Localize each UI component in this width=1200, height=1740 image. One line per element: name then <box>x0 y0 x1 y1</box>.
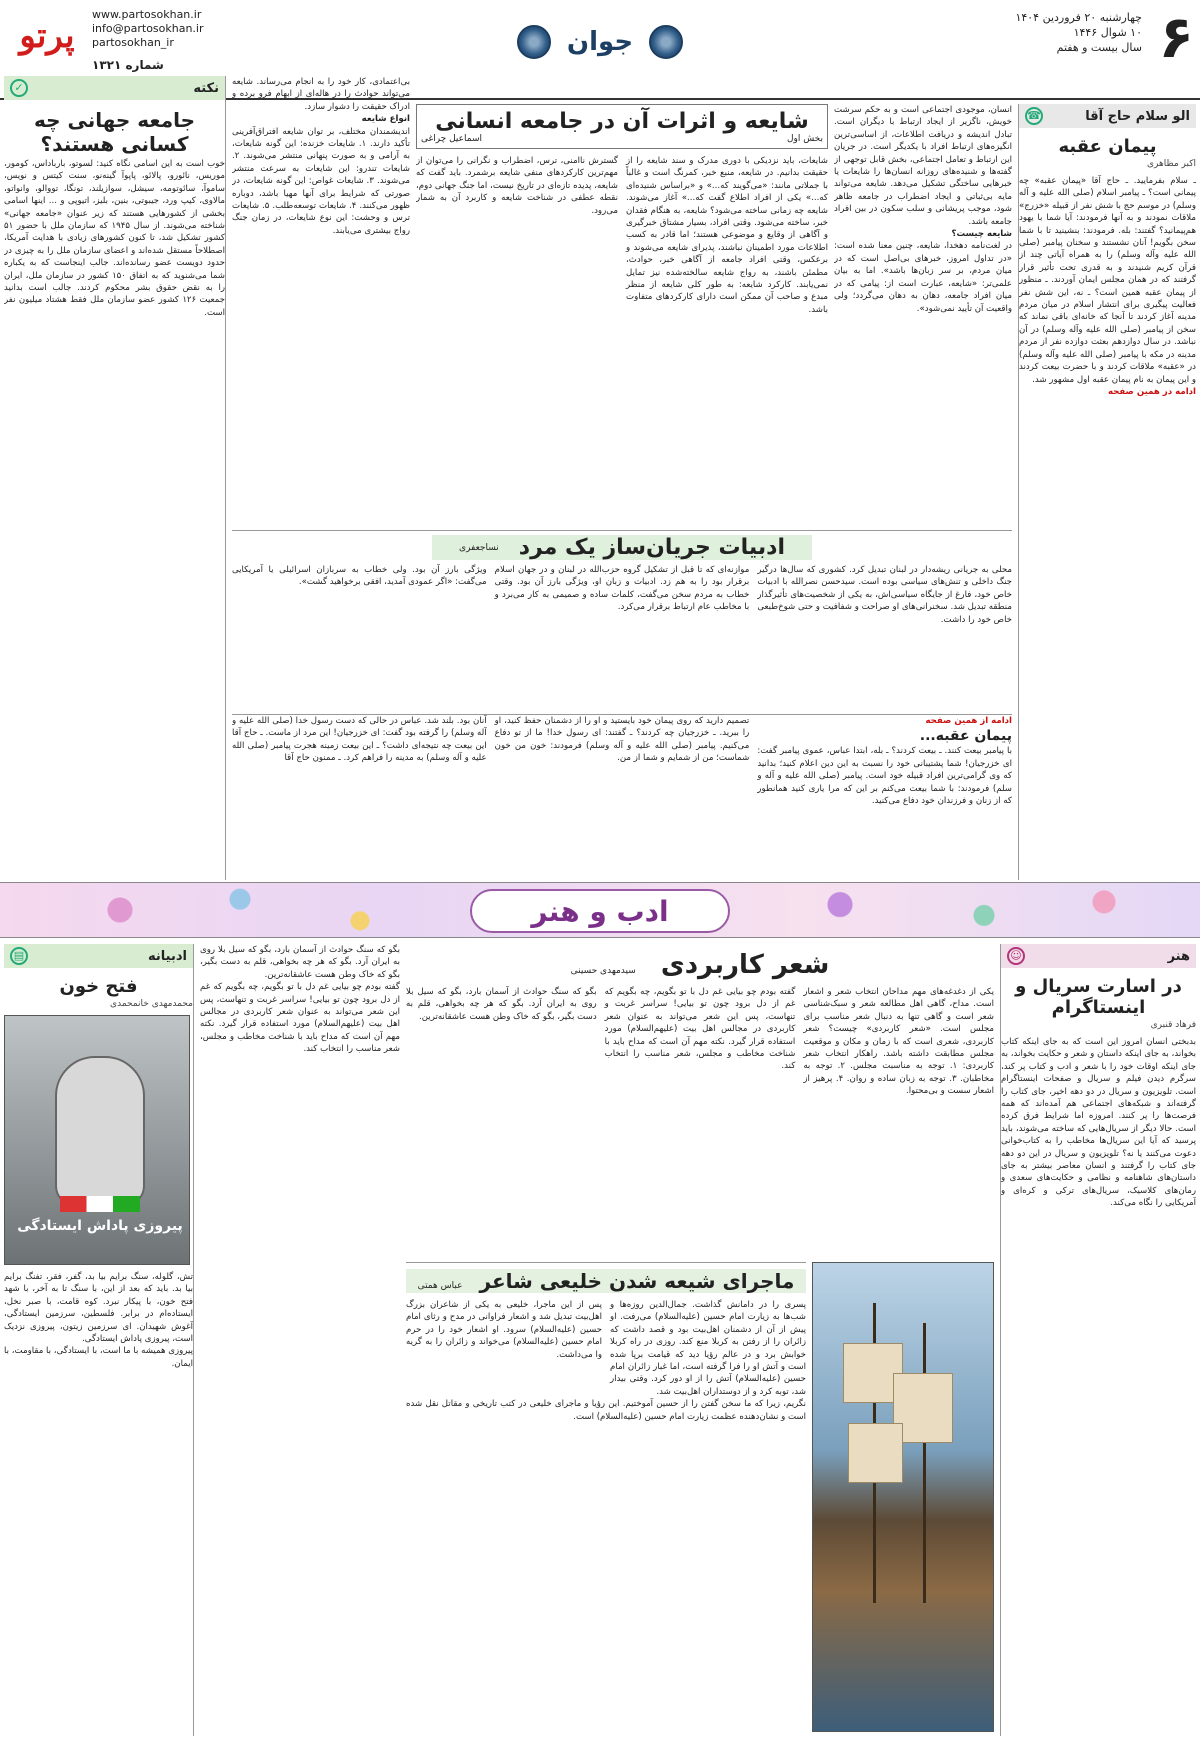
article-author: عباس همتی <box>417 1281 463 1291</box>
article-subhead: شایعه چیست؟ <box>951 229 1012 240</box>
section-name: جوان <box>566 27 634 57</box>
date-line-1: چهارشنبه ۲۰ فروردین ۱۴۰۴ <box>1015 11 1142 24</box>
column-header-label: ادبیانه <box>148 948 187 964</box>
article-body-3: ویژگی بارز آن بود. ولی خطاب به سربازان اسرائیلی یا آمریکایی می‌گفت: «اگر عمودی آمدید، افقی برخواهید گشت». <box>232 565 487 588</box>
masks-icon: ☺ <box>1007 947 1025 965</box>
article-author: نساجعفری <box>459 542 499 553</box>
fist-icon <box>55 1056 145 1206</box>
column-nokte <box>4 76 226 880</box>
article-body: ـ سلام بفرمایید. ـ حاج آقا «پیمان عقبه» چه پیمانی است؟ ـ پیامبر اسلام (صلی الله علیه و آله وسلم) در موسم حج با شش نفر از قبیله «خزرج» ملاقات نمودند و به آنها فرمودند: آیا شما با یهود هم‌پیمانید؟ گفتند: بله. فرمودند: بنشینید تا با شما سخن بگویم! آنان نشستند و سخنان پیامبر (صلی الله علیه وآله وسلم) را به همراه آیاتی چند از قرآن کریم شنیدند و به قدری تحت تأثیر قرار گرفتند که در همان مجلس ایمان آوردند. ـ منظور از پیمان عقبه همین است؟ ـ نه، این شش نفر فعالیت پیگیری برای انتشار اسلام در میان مردم مدینه آغاز کردند تا آنجا که خانه‌ای باقی نماند که سخن از پیامبر (صلی الله علیه وآله وسلم) در آن نباشد. در سال دوازدهم بعثت دوازده نفر از مردم مدینه در مکه با پیامبر (صلی الله علیه وآله وسلم) در «عقبه» ملاقات کردند و با حضرت بیعت کردند و این پیمان به نام پیمان عقبه اول مشهور شد. <box>1019 176 1196 385</box>
article-body-3: نگریم، زیرا که ما سخن گفتن را از حسین آموختیم. این رؤیا و ماجرای خلیعی در کتب تاریخی و مقاتل نقل شده است و نشان‌دهنده عظمت زیارت امام حسین (علیه‌السلام) است. <box>406 1399 806 1422</box>
rosette-icon <box>649 25 683 59</box>
newspaper-logo: پرتو <box>19 16 75 56</box>
article-jaryan <box>232 530 1012 710</box>
column-rumor-types <box>232 76 410 526</box>
article-body: یکی از دغدغه‌های مهم مداحان انتخاب شعر و اشعار است. مداح، گاهی اهل مطالعه شعر و سبک‌شناسی شعر است و گاهی تنها به دنبال شعر مناسب برای مجلس است. «شعر کاربردی» چیست؟ شعر کاربردی، شعری است که با زمان و مکان و موقعیت مجلس مطابقت داشته باشد. راهکار انتخاب شعر کاربردی: ۱. توجه به مناسبت مجلس. ۲. توجه به مخاطبان. ۳. توجه به زبان ساده و روان. ۴. پرهیز از اشعار سست و بی‌محتوا. <box>803 987 994 1097</box>
date-line-2: ۱۰ شوال ۱۴۴۶ <box>1073 26 1142 39</box>
article-body: بی‌اعتمادی، کار خود را به انجام می‌رساند. شایعه می‌تواند حوادث را در هاله‌ای از ابهام فرو برده و ادراک حقیقت را دشوار سازد. <box>232 77 410 112</box>
article-sher-karbordi <box>406 944 994 1254</box>
banner-title: ادب و هنر <box>470 889 730 933</box>
article-meta <box>421 134 823 144</box>
social-handle[interactable]: partosokhan_ir <box>92 36 174 49</box>
column-header <box>4 944 193 968</box>
article-columns <box>232 715 1012 807</box>
email-link[interactable]: info@partosokhan.ir <box>92 22 204 35</box>
column-header-label: هنر <box>1167 948 1190 964</box>
article-body: با پیامبر بیعت کنند. ـ بیعت کردند؟ ـ بله، ابتدا عباس، عموی پیامبر گفت: ای خزرجیان! شما پشتیبانی خود را نسبت به این دین اعلام کنید؛ بدانید که وی گرامی‌ترین افراد قبیله خود است. پیامبر (صلی الله علیه و آله و سلم) فرمودند: با شما بیعت می‌کنم بر این که مرا یاری کنید همانطور که از زنان و فرزندان خود دفاع می‌کنید. <box>757 746 1012 807</box>
article-title: در اسارت سریال و اینستاگرام <box>1015 976 1182 1018</box>
article-title: فتح خون <box>59 976 138 997</box>
column-header <box>1001 944 1196 968</box>
article-title-box <box>416 104 828 149</box>
ship-photo <box>812 1262 994 1732</box>
article-khalili <box>406 1262 806 1736</box>
article-columns <box>406 1299 806 1398</box>
column-header <box>1019 104 1196 128</box>
article-title: ماجرای شیعه شدن خلیعی شاعر <box>479 1269 795 1293</box>
continue-note[interactable]: ادامه در همین صفحه <box>1107 386 1196 397</box>
article-title: شعر کاربردی <box>660 950 830 980</box>
article-body: شایعات، باید نزدیکی با دوری مدرک و سند شایعه را از حقیقت بدانیم. در شایعه، منبع خبر، کمرنگ است و غالباً با جملاتی مانند: «می‌گویند که...» و «براساس شنیده‌ای که...» یکی از افراد اطلاع گفت که...» آغاز می‌شوند. شایعه چه زمانی ساخته می‌شود؟ شایعه، به هنگام فقدان خبر، ساخته می‌شود. وقتی افراد، بسیار مشتاق خبرگیری و آگاهی از وقایع و موضوعی هستند؛ اما قادر به کسب اطلاعات مورد اطمینان نباشند، پذیرای شایعه می‌شوند و برعکس، وقتی افراد جامعه از آگاهی خبر، حوادث، مطمئن باشند، به رواج شایعه سالخته‌شده نیز تمایل نمی‌یابند. کارکرد شایعه: به طور کلی شایعه از منظر مبدع و صاحب آن ممکن است دارای کارکردهای متفاوت باشد. <box>626 156 828 315</box>
contact-block <box>92 8 204 50</box>
article-rumor <box>416 104 828 524</box>
article-author: فرهاد قنبری <box>1150 1020 1196 1030</box>
article-title: شایعه و اثرات آن در جامعه انسانی <box>435 109 809 134</box>
article-columns <box>406 986 994 1098</box>
resistance-poster <box>4 1015 190 1265</box>
flag-icon <box>60 1196 140 1212</box>
article-peyman-continued <box>232 714 1012 880</box>
rosette-icon <box>517 25 551 59</box>
book-icon: ▤ <box>10 947 28 965</box>
article-subhead: انواع شایعه <box>361 114 410 125</box>
poster-wrap <box>4 1015 193 1265</box>
article-body-2: موازنه‌ای که تا قبل از تشکیل گروه حزب‌الله در لبنان و در جهان اسلام برقرار بود را به هم زد. ادبیات و زبان او، ویژگی بارز آن بود. وقتی خطاب به مردم سخن می‌گفت، کلمات ساده و صمیمی به کار می‌برد و با مخاطب عام ارتباط برقرار می‌کرد. <box>494 565 750 613</box>
issue-number: شماره ۱۳۲۱ <box>92 58 164 72</box>
column-adabiyeh <box>4 944 194 1736</box>
article-body: پسری را در دامانش گذاشت. جمال‌الدین روزه‌ها و شب‌ها به زیارت امام حسین (علیه‌السلام) می‌رفت. او پیش از آن از دشمنان اهل‌بیت بود و قصد داشت که زائران را از رفتن به کربلا منع کند. روزی در راه کربلا خوابش برد و در عالم رؤیا دید که قیامت برپا شده است و آتش او را فرا گرفته است، اما غبار زائران امام حسین (علیه‌السلام) آتش را از او دور کرد. وقتی بیدار شد، توبه کرد و از دوستداران اهل‌بیت شد. <box>610 1300 806 1397</box>
article-body: محلی به جریانی ریشه‌دار در لبنان تبدیل کرد. کشوری که سال‌ها درگیر جنگ داخلی و تنش‌های سیاسی بوده است. سیدحسن نصرالله با ادبیات خاص خود، فارغ از جایگاه سیاسی‌اش، به یکی از شخصیت‌های تأثیرگذار منطقه تبدیل شد. سخنرانی‌های او صراحت و شفافیت و حتی شوخ‌طبعی خاص خود را داشت. <box>757 565 1012 625</box>
article-title: پیمان عقبه... <box>919 728 1012 745</box>
article-body-2: گفته بودم چو بیایی غم دل با تو بگویم، چه بگویم که غم از دل برود چون تو بیایی! سراسر غربت و تنهاست، پس این شعر می‌تواند به عنوان شعر کاربردی در مجالس اهل بیت (علیهم‌السلام) مورد استفاده قرار گیرد. نکته مهم آن است که مداح باید با شناخت مخاطب و مجلس، شعر مناسب را انتخاب کند. <box>604 987 796 1072</box>
article-body-2: تصمیم دارید که روی پیمان خود بایستید و او را از دشمنان حفظ کنید، او را ببرید. ـ خزرجیان چه کردند؟ ـ گفتند: ای رسول خدا! ما از تو دفاع می‌کنیم. پیامبر (صلی الله علیه و آله وسلم) فرمودند: خون من خون شماست؛ من از شمایم و شما از من. <box>494 716 750 764</box>
article-body-2: اندیشمندان مختلف، بر توان شایعه افتراق‌آفرینی تأکید دارند. ۱. شایعات خزنده: این گونه شایعات، به آرامی و به صورت پنهانی منتشر می‌شوند. ۲. شایعات تندرو: این شایعات به سرعت منتشر می‌شوند. ۳. شایعات غواص: این گونه شایعات، در صورتی که شرایط برای آنها مهیا باشد، دوباره ظهور می‌کنند. ۴. شایعات توسعه‌طلب. ۵. شایعات ترس و وحشت: این نوع شایعات، در زمان جنگ رواج بیشتری می‌یابند. <box>232 126 410 236</box>
poem-body: بگو که سنگ حوادث از آسمان بارد، بگو که سیل بلا روی به ایران آرد. بگو که هر چه بخواهی، قلم به دست بگیر، بگو که خاک وطن هست عاشقانه‌ترین. <box>200 945 400 980</box>
article-body-3: بگو که سنگ حوادث از آسمان بارد، بگو که سیل بلا روی به ایران آرد. بگو که هر چه بخواهی، قلم به دست بگیر، بگو که خاک وطن هست عاشقانه‌ترین. <box>406 987 597 1022</box>
article-body-3: آنان بود. بلند شد. عباس در حالی که دست رسول خدا (صلی الله علیه و آله وسلم) را گرفته بود گفت: ای خزرجیان! این مرد از ماست. ـ حاج آقا این بیعت چه نتیجه‌ای داشت؟ ـ این بیعت زمینه هجرت پیامبر (صلی الله علیه و آله وسلم) به مدینه را فراهم کرد. ـ ممنون حاج آقا <box>232 716 487 764</box>
poem-body-2: گفته بودم چو بیایی غم دل با تو بگویم، چه بگویم که غم از دل برود چون تو بیایی! سراسر غربت و تنهاست، پس این شعر می‌تواند به عنوان شعر کاربردی در مجالس اهل بیت (علیهم‌السلام) مورد استفاده قرار گیرد. نکته مهم آن است که مداح باید با شناخت مخاطب و مجلس، شعر مناسب را انتخاب کند. <box>200 982 400 1055</box>
phone-icon: ☎ <box>1025 107 1043 125</box>
article-author: سیدمهدی حسینی <box>570 966 636 976</box>
article-title-box <box>406 950 994 980</box>
continue-header: ادامه از همین صفحه <box>925 716 1012 726</box>
article-body: خوب است به این اسامی نگاه کنید: لسوتو، بارباداس، کومور، موریس، نائورو، پالائو، پاپوآ گینه‌نو، سنت کیتس و نویس، ساموآ، سائوتومه، سیشل، سوازیلند، تونگا، تووالو، وانواتو، مالاوی، کیپ ورد، جیبوتی، بنین، بلیز، اتیوپی و ... اینها اسامی بخشی از کشورهایی هستند که زیر عنوان «جامعه جهانی» شناخته می‌شوند. از سال ۱۹۴۵ که سازمان ملل با حضور ۵۱ کشور تشکیل شد، تا کنون کشورهای زیادی با هدایت آمریکا، اصطلاحاً مستقل شده‌اند و اعضای سازمان ملل را به چیزی در حدود دویست عضو رسانده‌اند. جالب اینجاست که به یکباره شما می‌شنوید که به اتفاق ۱۵۰ کشور در سازمان ملل، ایران را به نقض حقوق بشر محکوم کردند. جالب است بدانید جمعیت ۱۲۶ کشور عضو سازمان ملل فقط هشتاد میلیون نفر است. <box>4 159 225 318</box>
article-title-box <box>432 535 812 560</box>
article-columns <box>232 564 1012 626</box>
article-body: بدبختی انسان امروز این است که به جای اینکه کتاب بخواند، به جای اینکه داستان و شعر و حکایت بخواند، به جای اینکه اوقات خود را با شعر و ادب و کتاب پر کند، سرگرم دیدن فیلم و سریال و صفحات اینستاگرام است. تلویزیون و سریال در دو دهه اخیر، جای کتاب را گرفته‌اند و شبکه‌های اجتماعی هم آمده‌اند که همه فرصت‌ها را پر کنند. امروزه اما شرایط فرق کرده است. حالا دیگر از سریال‌هایی که ساخته می‌شوند، باید پرسید که آیا این سریال‌ها مخاطب را به کتاب‌خوانی دعوت می‌کنند یا نه؟ تلویزیون و سریال در این دو دهه جای کتاب را گرفتند و انسان معاصر بیشتر به جای داستان‌های شاهنامه و نظامی و حکایت‌های سعدی و رمان‌های کلاسیک، سریال‌های ترکی و کره‌ای و آمریکایی را نگاه می‌کند. <box>1001 1037 1196 1209</box>
page-number: ۶ <box>1158 3 1194 71</box>
article-body-2: پس از این ماجرا، خلیعی به یکی از شاعران بزرگ اهل‌بیت تبدیل شد و اشعار فراوانی در مدح و رثای امام حسین (علیه‌السلام) سرود. او اشعار خود را در حرم امام حسین (علیه‌السلام) می‌خواند و زائران را به گریه وا می‌داشت. <box>406 1300 602 1360</box>
website-link[interactable]: www.partosokhan.ir <box>92 8 202 21</box>
continued-column <box>757 715 1012 807</box>
article-author: اسماعیل چراغی <box>421 134 482 144</box>
article-columns <box>416 155 828 316</box>
column-honar <box>1000 944 1196 1736</box>
column-rumor-intro <box>834 104 1012 524</box>
column-header-label: الو سلام حاج آقا <box>1085 108 1190 124</box>
date-block <box>1015 10 1142 55</box>
section-title <box>500 18 700 66</box>
article-title-box <box>406 1269 806 1293</box>
poster-caption: پیروزی پاداش ایستادگی <box>17 1218 183 1234</box>
article-author: اکبر مظاهری <box>1146 159 1196 169</box>
article-body: انسان، موجودی اجتماعی است و به حکم سرشت خویش، ناگزیر از ایجاد ارتباط با دیگران است. تبادل اندیشه و دریافت اطلاعات، از اساسی‌ترین انگیزه‌های ارتباط افراد با یکدیگر است. در جریان این ارتباط و تعامل اجتماعی، بخش قابل توجهی از گفته‌ها و شنیده‌های روزانه انسان‌ها را شایعات یا خبرهایی ساختگی تشکیل می‌دهد. شایعه می‌تواند مایه بی‌ثباتی و ایجاد اضطراب در جامعه ظاهر شود، موجب پریشانی و سلب سکون در بین افراد جامعه باشد. <box>834 105 1012 227</box>
column-peyman-aqabeh <box>1018 104 1196 880</box>
article-title: پیمان عقبه <box>1058 136 1157 157</box>
poem-body: تش، گلوله، سنگ برایم بیا بد، گفر، فقر، تفنگ برایم بیا بد. باید که بعد از این، با سنگ تا به آخر، با شهد فتح خون، با پیکار نبرد. کوه قامت، با صبر نخل، ایستاده‌ام در برابر. فلسطین، سرزمین ایستادگی، آغوش شهیدان. ای سرزمین زیتون، پیروزی نزدیک است، پیروزی پاداش ایستادگی. <box>4 1272 193 1345</box>
section-banner <box>0 882 1200 938</box>
article-body-2: گسترش ناامنی، ترس، اضطراب و نگرانی را می‌توان از مهم‌ترین کارکردهای منفی شایعه برشمرد. باید گفت که شایعه، پدیده تازه‌ای در تاریخ نیست، اما جنگ جهانی دوم، نقطه عطفی در شناخت شایعه و کاربرد آن به شمار می‌رود. <box>416 156 618 216</box>
poem-body-2: پیروزی همیشه با ما است، با ایستادگی، با مقاومت، با ایمان. <box>4 1346 193 1369</box>
article-title: جامعه جهانی چه کسانی هستند؟ <box>33 108 196 156</box>
column-header-label: نکته <box>193 80 219 96</box>
article-part: بخش اول <box>786 134 823 144</box>
column-header <box>4 76 225 100</box>
article-author: محمدمهدی خانمحمدی <box>110 999 193 1009</box>
column-poem <box>200 944 400 1736</box>
article-title: ادبیات جریان‌ساز یک مرد <box>518 535 785 560</box>
date-line-3: سال بیست و هفتم <box>1056 41 1142 54</box>
article-body-2: در لغت‌نامه دهخدا، شایعه، چنین معنا شده است: «در تداول امروز، خبرهای بی‌اصل است که در میان مردم، بر سر زبان‌ها باشد». اما به بیان علمی‌تر: «شایعه، عبارت است از: پیامی که در میان افراد جامعه، دهان به دهان می‌گردد؛ ولی واقعیت آن تأیید نمی‌شود». <box>834 241 1012 314</box>
check-icon: ✓ <box>10 79 28 97</box>
